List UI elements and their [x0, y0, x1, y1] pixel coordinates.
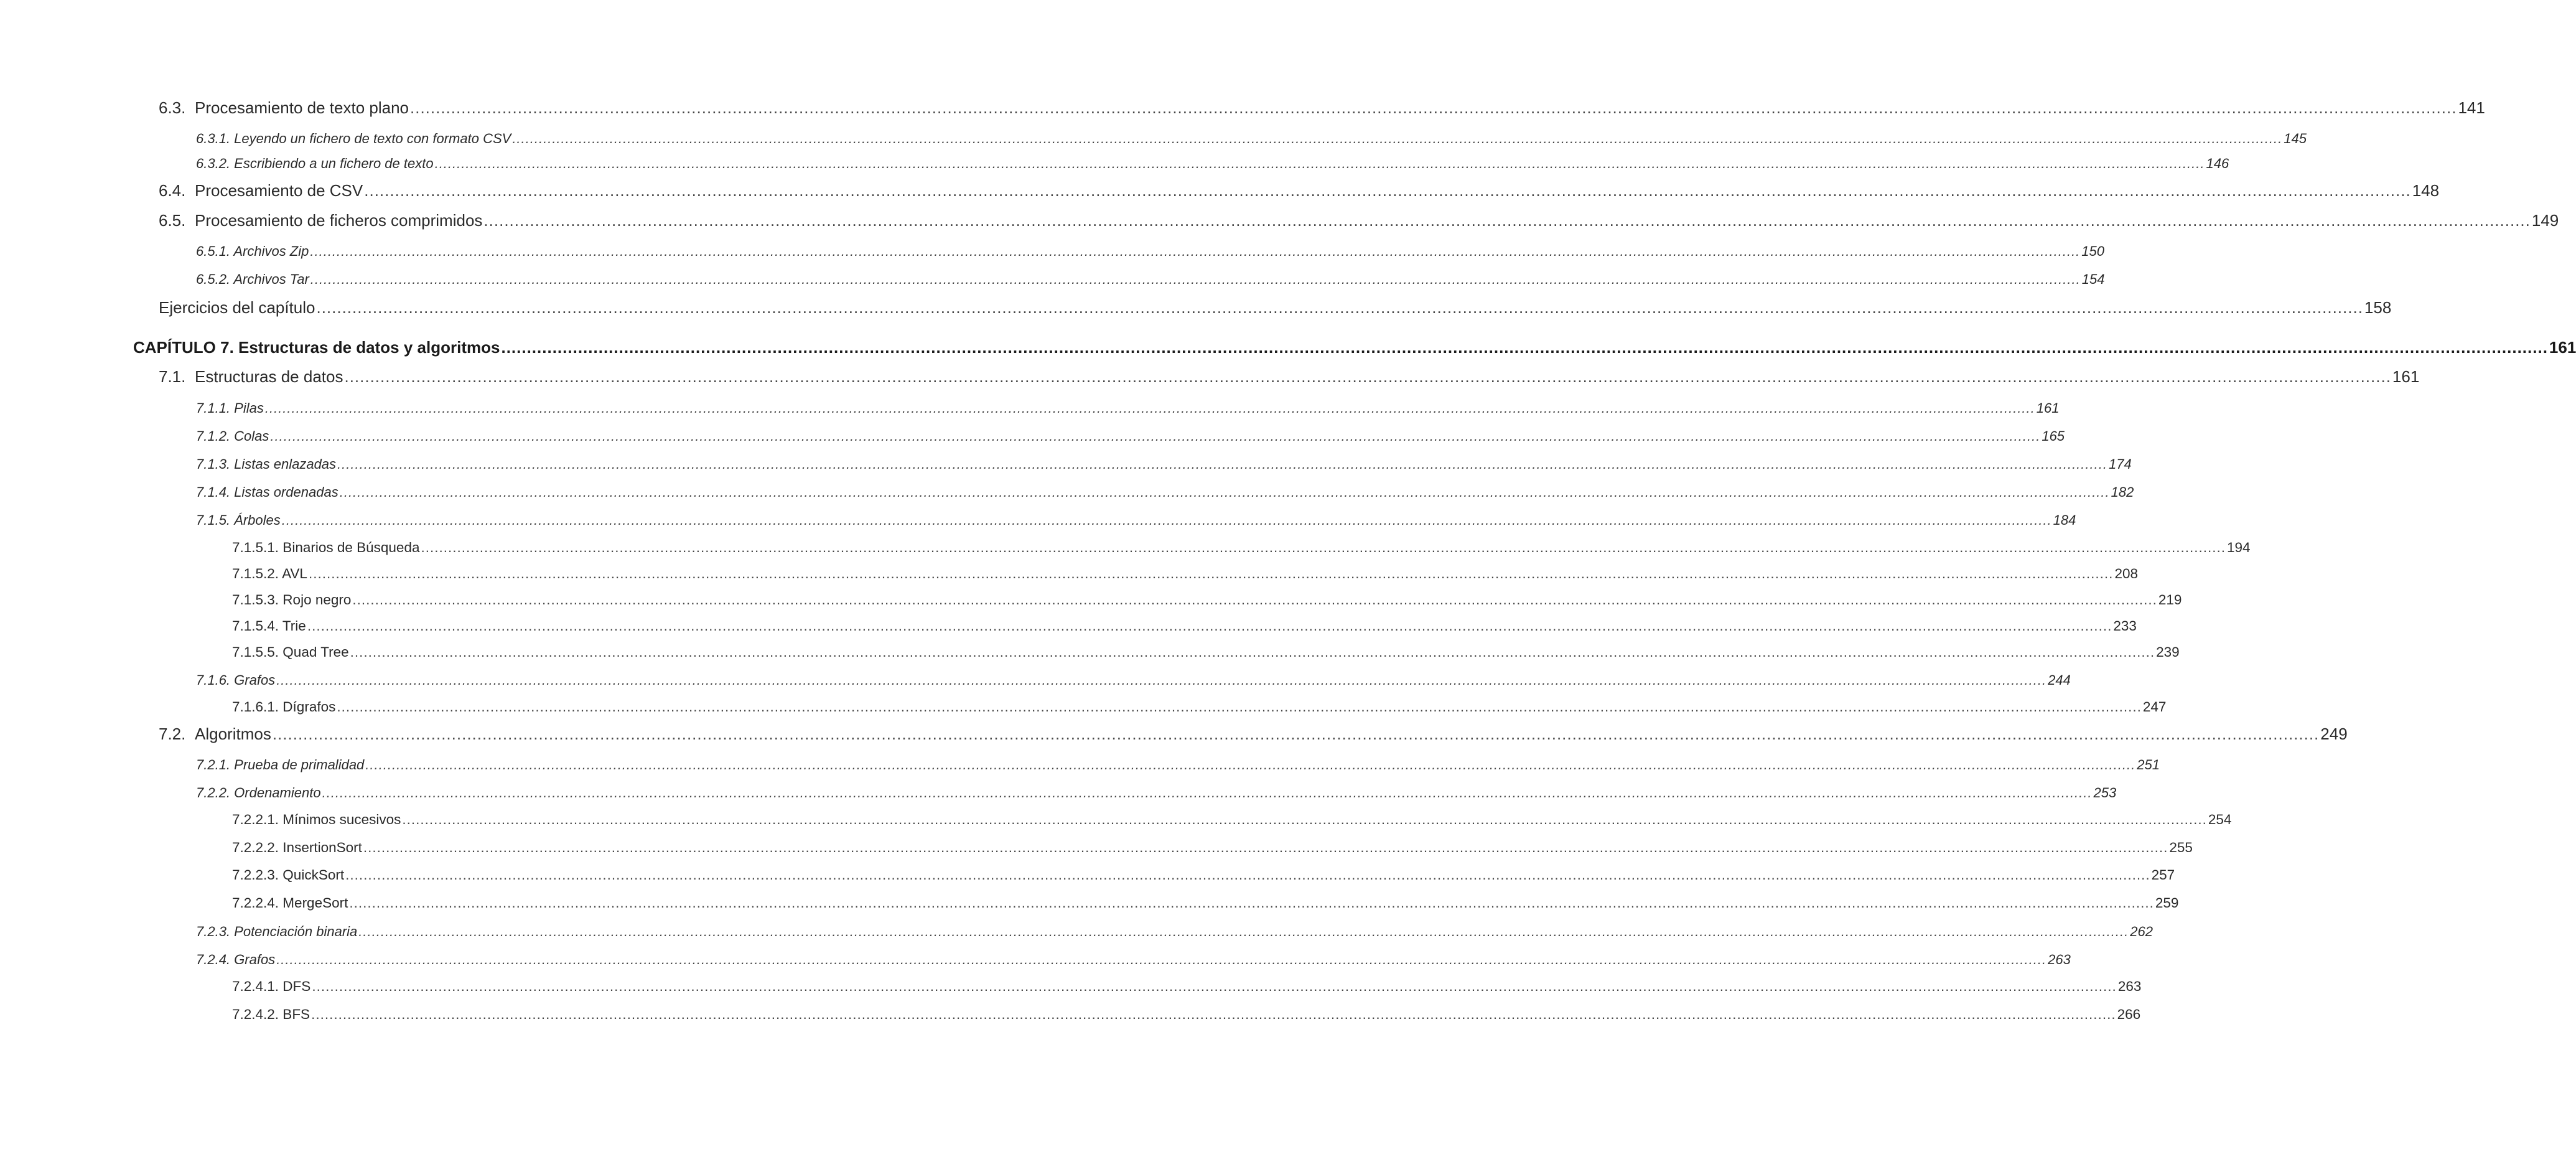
toc-entry-title: Algoritmos [195, 725, 271, 743]
toc-entry-page: 257 [2151, 867, 2175, 883]
dot-leader: ................................................................................................................................................................................................................................................................................................................................................................................................................ [402, 812, 2207, 827]
toc-entry[interactable] [133, 338, 2576, 357]
toc-entry[interactable] [232, 566, 2138, 582]
dot-leader: ................................................................................................................................................................................................................................................................................................................................................................................................................ [308, 566, 2114, 581]
toc-entry[interactable] [196, 456, 2132, 472]
dot-leader: ................................................................................................................................................................................................................................................................................................................................................................................................................ [421, 540, 2226, 555]
toc-entry[interactable] [196, 400, 2060, 416]
toc-entry[interactable] [196, 428, 2065, 444]
toc-entry[interactable] [232, 840, 2193, 856]
toc-entry-title: 7.1.4. Listas ordenadas [196, 484, 338, 500]
dot-leader: ................................................................................................................................................................................................................................................................................................................................................................................................................ [272, 725, 2320, 743]
toc-entry-page: 254 [2208, 812, 2232, 827]
toc-entry-page: 141 [2458, 98, 2485, 117]
toc-entry-page: 154 [2081, 271, 2105, 287]
toc-entry-page: 247 [2142, 699, 2167, 715]
toc-entry-title: 7.1.6.1. Dígrafos [232, 699, 336, 715]
dot-leader: ................................................................................................................................................................................................................................................................................................................................................................................................................ [365, 757, 2136, 772]
toc-entry-number: 6.5. [159, 211, 186, 230]
toc-entry[interactable] [196, 131, 2307, 147]
toc-entry-page: 249 [2320, 725, 2348, 743]
dot-leader: ................................................................................................................................................................................................................................................................................................................................................................................................................ [316, 298, 2363, 317]
toc-entry-page: 259 [2155, 895, 2179, 911]
dot-leader: ................................................................................................................................................................................................................................................................................................................................................................................................................ [345, 867, 2150, 883]
toc-entry[interactable] [159, 98, 2485, 118]
toc-entry-title: 7.1.6. Grafos [196, 672, 276, 688]
toc-entry-title: CAPÍTULO 7. Estructuras de datos y algoritmos [133, 338, 500, 357]
toc-entry-page: 184 [2053, 512, 2076, 528]
toc-entry[interactable] [196, 243, 2105, 260]
toc-entry-page: 182 [2111, 484, 2134, 500]
toc-entry-page: 161 [2549, 338, 2576, 357]
toc-entry-title: Procesamiento de CSV [195, 181, 363, 200]
dot-leader: ................................................................................................................................................................................................................................................................................................................................................................................................................ [363, 840, 2168, 855]
toc-entry-title: Ejercicios del capítulo [159, 298, 315, 317]
toc-entry-title: 7.1.5. Árboles [196, 512, 281, 528]
toc-entry-title: 7.1.5.4. Trie [232, 618, 306, 634]
dot-leader: ................................................................................................................................................................................................................................................................................................................................................................................................................ [310, 243, 2081, 259]
toc-entry-title: 6.5.2. Archivos Tar [196, 271, 309, 287]
toc-entry-title: Procesamiento de texto plano [195, 98, 409, 117]
toc-entry[interactable] [232, 867, 2175, 883]
toc-entry-title: 7.2.2.3. QuickSort [232, 867, 345, 883]
toc-entry[interactable] [196, 672, 2071, 688]
toc-entry[interactable] [232, 618, 2137, 634]
toc-entry-page: 219 [2158, 592, 2182, 608]
toc-entry[interactable] [159, 211, 2559, 230]
toc-entry[interactable] [232, 978, 2142, 995]
toc-entry[interactable] [159, 181, 2440, 200]
toc-entry-title: 7.2.2.2. InsertionSort [232, 840, 362, 855]
toc-entry-page: 194 [2226, 540, 2251, 555]
toc-entry-page: 165 [2042, 428, 2065, 444]
toc-entry-title: 7.2.4. Grafos [196, 952, 276, 967]
toc-entry-page: 161 [2036, 400, 2060, 416]
dot-leader: ................................................................................................................................................................................................................................................................................................................................................................................................................ [337, 456, 2107, 472]
toc-entry-number: 7.1. [159, 367, 186, 386]
dot-leader: ................................................................................................................................................................................................................................................................................................................................................................................................................ [483, 211, 2531, 230]
toc-entry-title: 7.1.3. Listas enlazadas [196, 456, 337, 472]
toc-entry[interactable] [159, 725, 2348, 744]
toc-entry-title: 7.2.1. Prueba de primalidad [196, 757, 365, 772]
dot-leader: ................................................................................................................................................................................................................................................................................................................................................................................................................ [307, 618, 2112, 634]
dot-leader: ................................................................................................................................................................................................................................................................................................................................................................................................................ [350, 644, 2155, 660]
toc-entry-page: 262 [2130, 924, 2153, 939]
toc-entry-label [159, 98, 409, 118]
toc-entry-page: 239 [2156, 644, 2180, 660]
dot-leader: ................................................................................................................................................................................................................................................................................................................................................................................................................ [501, 338, 2548, 357]
toc-entry-page: 208 [2114, 566, 2138, 581]
toc-entry-title: Estructuras de datos [195, 367, 343, 386]
toc-entry-page: 150 [2081, 243, 2105, 259]
dot-leader: ................................................................................................................................................................................................................................................................................................................................................................................................................ [276, 952, 2047, 967]
toc-entry-title: 7.2.2.4. MergeSort [232, 895, 348, 911]
toc-entry-page: 244 [2048, 672, 2071, 688]
toc-entry-title: 7.1.5.5. Quad Tree [232, 644, 349, 660]
toc-entry-title: 6.3.1. Leyendo un fichero de texto con formato CSV [196, 131, 511, 146]
toc-entry-page: 251 [2137, 757, 2160, 772]
toc-entry-label [159, 181, 363, 200]
dot-leader: ................................................................................................................................................................................................................................................................................................................................................................................................................ [349, 895, 2154, 911]
toc-entry[interactable] [159, 367, 2420, 387]
toc-entry-page: 253 [2093, 785, 2117, 800]
dot-leader: ................................................................................................................................................................................................................................................................................................................................................................................................................ [512, 131, 2283, 146]
dot-leader: ................................................................................................................................................................................................................................................................................................................................................................................................................ [310, 271, 2081, 287]
toc-entry[interactable] [196, 512, 2076, 528]
toc-entry-page: 149 [2531, 211, 2559, 230]
toc-entry[interactable] [196, 785, 2117, 801]
toc-entry-page: 158 [2364, 298, 2392, 317]
toc-entry[interactable] [196, 271, 2105, 288]
toc-entry-title: 7.2.3. Potenciación binaria [196, 924, 358, 939]
toc-entry-title: 7.1.5.3. Rojo negro [232, 592, 352, 608]
toc-entry-title: 7.1.5.1. Binarios de Búsqueda [232, 540, 420, 555]
toc-entry-page: 263 [2117, 978, 2142, 994]
toc-entry-label [159, 367, 343, 387]
toc-entry-title: 6.5.1. Archivos Zip [196, 243, 309, 259]
dot-leader: ................................................................................................................................................................................................................................................................................................................................................................................................................ [270, 428, 2041, 444]
toc-entry-title: 6.3.2. Escribiendo a un fichero de texto [196, 156, 434, 171]
toc-entry-label [159, 211, 482, 230]
toc-entry-page: 233 [2113, 618, 2137, 634]
dot-leader: ................................................................................................................................................................................................................................................................................................................................................................................................................ [311, 1006, 2116, 1022]
dot-leader: ................................................................................................................................................................................................................................................................................................................................................................................................................ [276, 672, 2047, 688]
toc-entry-page: 255 [2169, 840, 2193, 855]
toc-entry[interactable] [196, 484, 2134, 500]
toc-entry-page: 146 [2206, 156, 2229, 171]
dot-leader: ................................................................................................................................................................................................................................................................................................................................................................................................................ [337, 699, 2142, 715]
toc-entry[interactable] [196, 156, 2229, 172]
dot-leader: ................................................................................................................................................................................................................................................................................................................................................................................................................ [352, 592, 2157, 608]
toc-entry-title: 7.2.4.2. BFS [232, 1006, 310, 1022]
toc-entry-title: Procesamiento de ficheros comprimidos [195, 211, 483, 230]
toc-entry[interactable] [232, 540, 2251, 556]
toc-entry-title: 7.1.2. Colas [196, 428, 269, 444]
toc-entry[interactable] [232, 699, 2167, 715]
toc-entry[interactable] [196, 952, 2071, 968]
toc-entry[interactable] [232, 812, 2232, 828]
dot-leader: ................................................................................................................................................................................................................................................................................................................................................................................................................ [344, 367, 2391, 386]
toc-entry-page: 148 [2412, 181, 2440, 200]
toc-entry[interactable] [232, 592, 2182, 608]
toc-entry[interactable] [232, 644, 2180, 660]
toc-entry-page: 174 [2108, 456, 2132, 472]
dot-leader: ................................................................................................................................................................................................................................................................................................................................................................................................................ [322, 785, 2093, 800]
toc-entry-page: 263 [2048, 952, 2071, 967]
toc-entry[interactable] [159, 298, 2392, 317]
toc-entry-title: 7.1.5.2. AVL [232, 566, 307, 581]
dot-leader: ................................................................................................................................................................................................................................................................................................................................................................................................................ [358, 924, 2129, 939]
toc-entry-number: 6.3. [159, 98, 186, 117]
dot-leader: ................................................................................................................................................................................................................................................................................................................................................................................................................ [364, 181, 2411, 200]
toc-entry-number: 6.4. [159, 181, 186, 200]
toc-entry-title: 7.2.2. Ordenamiento [196, 785, 321, 800]
toc-entry-number: 7.2. [159, 725, 186, 743]
toc-entry-page: 266 [2117, 1006, 2141, 1022]
dot-leader: ................................................................................................................................................................................................................................................................................................................................................................................................................ [410, 98, 2457, 117]
toc-entry[interactable] [232, 1006, 2141, 1023]
toc-entry-label [159, 725, 271, 744]
toc-entry[interactable] [196, 924, 2153, 940]
toc-entry-title: 7.2.2.1. Mínimos sucesivos [232, 812, 401, 827]
toc-entry[interactable] [196, 757, 2160, 773]
dot-leader: ................................................................................................................................................................................................................................................................................................................................................................................................................ [264, 400, 2035, 416]
dot-leader: ................................................................................................................................................................................................................................................................................................................................................................................................................ [434, 156, 2205, 171]
toc-entry-title: 7.2.4.1. DFS [232, 978, 311, 994]
dot-leader: ................................................................................................................................................................................................................................................................................................................................................................................................................ [312, 978, 2117, 994]
dot-leader: ................................................................................................................................................................................................................................................................................................................................................................................................................ [281, 512, 2052, 528]
toc-entry[interactable] [232, 895, 2179, 911]
dot-leader: ................................................................................................................................................................................................................................................................................................................................................................................................................ [339, 484, 2110, 500]
toc-entry-page: 161 [2392, 367, 2420, 386]
toc-entry-title: 7.1.1. Pilas [196, 400, 264, 416]
toc-entry-page: 145 [2284, 131, 2307, 146]
